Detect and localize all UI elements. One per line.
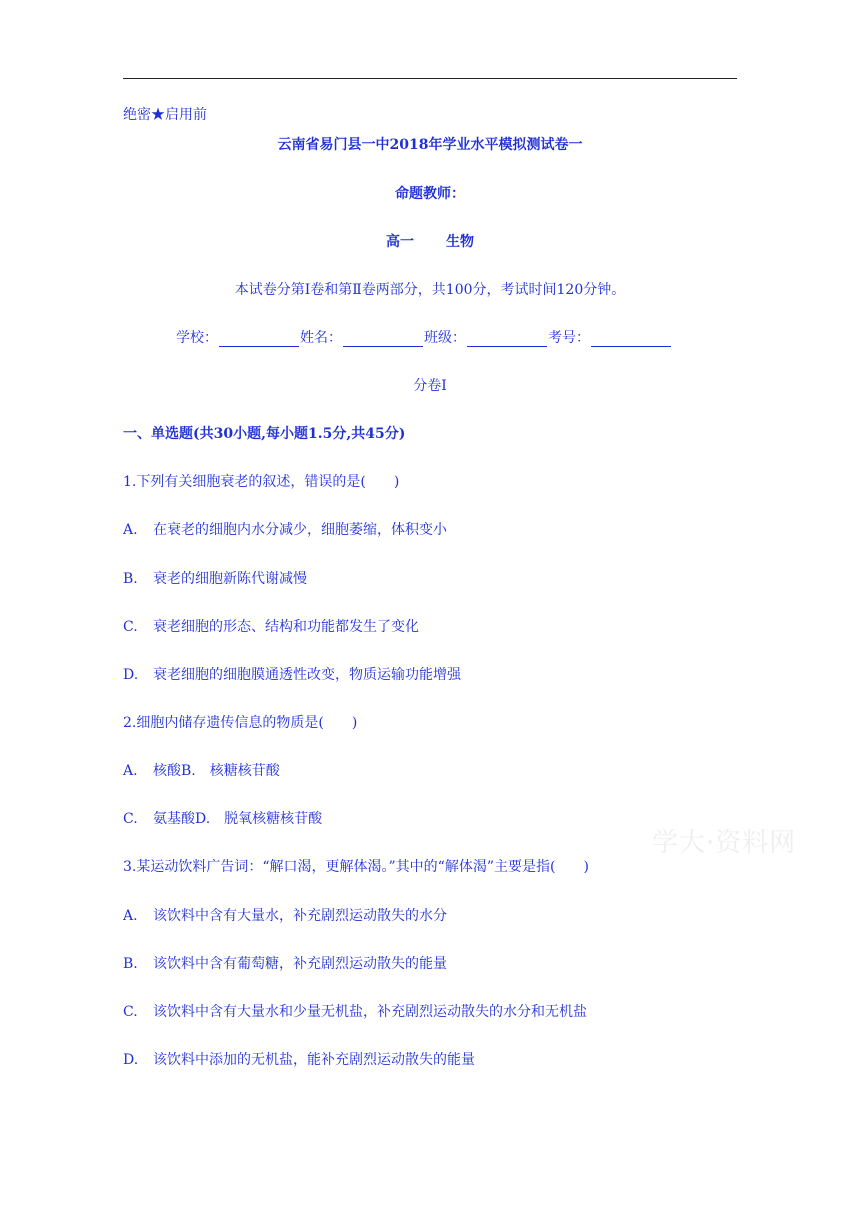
- option: [123, 1003, 587, 1021]
- name-label: 姓名：: [300, 330, 342, 346]
- part-title: 分卷I: [413, 378, 447, 394]
- section-title: 一、单选题(共30小题,每小题1.5分,共45分): [123, 426, 406, 442]
- school-blank: [219, 332, 299, 347]
- number-label: 考号：: [548, 330, 590, 346]
- option: [123, 810, 322, 828]
- exam-title: 云南省易门县一中2018年学业水平模拟测试卷一: [277, 137, 583, 153]
- option-letter: D.: [123, 667, 139, 683]
- option: [123, 570, 307, 588]
- number-blank: [591, 332, 671, 347]
- option-text: 该饮料中含有大量水和少量无机盐，补充剧烈运动散失的水分和无机盐: [153, 1004, 587, 1020]
- header-rule: [123, 78, 737, 79]
- option-letter: A.: [123, 763, 138, 779]
- option-text: 核酸B. 核糖核苷酸: [153, 763, 280, 779]
- secret-mark: 绝密★启用前: [123, 107, 207, 123]
- exam-description: 本试卷分第Ⅰ卷和第Ⅱ卷两部分，共100分，考试时间120分钟。: [234, 282, 626, 298]
- option-text: 衰老的细胞新陈代谢减慢: [153, 571, 307, 587]
- option-text: 衰老细胞的细胞膜通透性改变，物质运输功能增强: [153, 667, 461, 683]
- option-text: 在衰老的细胞内水分减少，细胞萎缩，体积变小: [153, 522, 447, 538]
- question-stem: 2.细胞内储存遗传信息的物质是( ): [123, 715, 358, 731]
- option: [123, 666, 461, 684]
- option-letter: B.: [123, 571, 138, 587]
- option-letter: C.: [123, 619, 138, 635]
- option-letter: A.: [123, 908, 138, 924]
- class-blank: [467, 332, 547, 347]
- question-stem: 3.某运动饮料广告词：“解口渴，更解体渴。”其中的“解体渴”主要是指( ): [123, 859, 589, 875]
- option-letter: C.: [123, 811, 138, 827]
- grade: 高一: [386, 234, 414, 250]
- school-label: 学校：: [176, 330, 218, 346]
- student-info-line: [176, 329, 672, 347]
- option-letter: B.: [123, 956, 138, 972]
- option-text: 该饮料中含有大量水，补充剧烈运动散失的水分: [153, 908, 447, 924]
- watermark: 学大·资料网: [652, 828, 797, 858]
- option: [123, 521, 447, 539]
- option-letter: A.: [123, 522, 138, 538]
- option: [123, 762, 280, 780]
- option-text: 该饮料中添加的无机盐，能补充剧烈运动散失的能量: [153, 1052, 475, 1068]
- question-stem: 1.下列有关细胞衰老的叙述，错误的是( ): [123, 474, 400, 490]
- teacher-label: 命题教师：: [395, 186, 465, 202]
- option-letter: C.: [123, 1004, 138, 1020]
- option-text: 氨基酸D. 脱氧核糖核苷酸: [153, 811, 323, 827]
- option-letter: D.: [123, 1052, 139, 1068]
- option: [123, 955, 447, 973]
- option: [123, 1051, 475, 1069]
- grade-subject: [0, 233, 860, 251]
- subject: 生物: [446, 234, 474, 250]
- option-text: 该饮料中含有葡萄糖，补充剧烈运动散失的能量: [153, 956, 447, 972]
- class-label: 班级：: [424, 330, 466, 346]
- name-blank: [343, 332, 423, 347]
- option-text: 衰老细胞的形态、结构和功能都发生了变化: [153, 619, 419, 635]
- option: [123, 618, 419, 636]
- option: [123, 907, 447, 925]
